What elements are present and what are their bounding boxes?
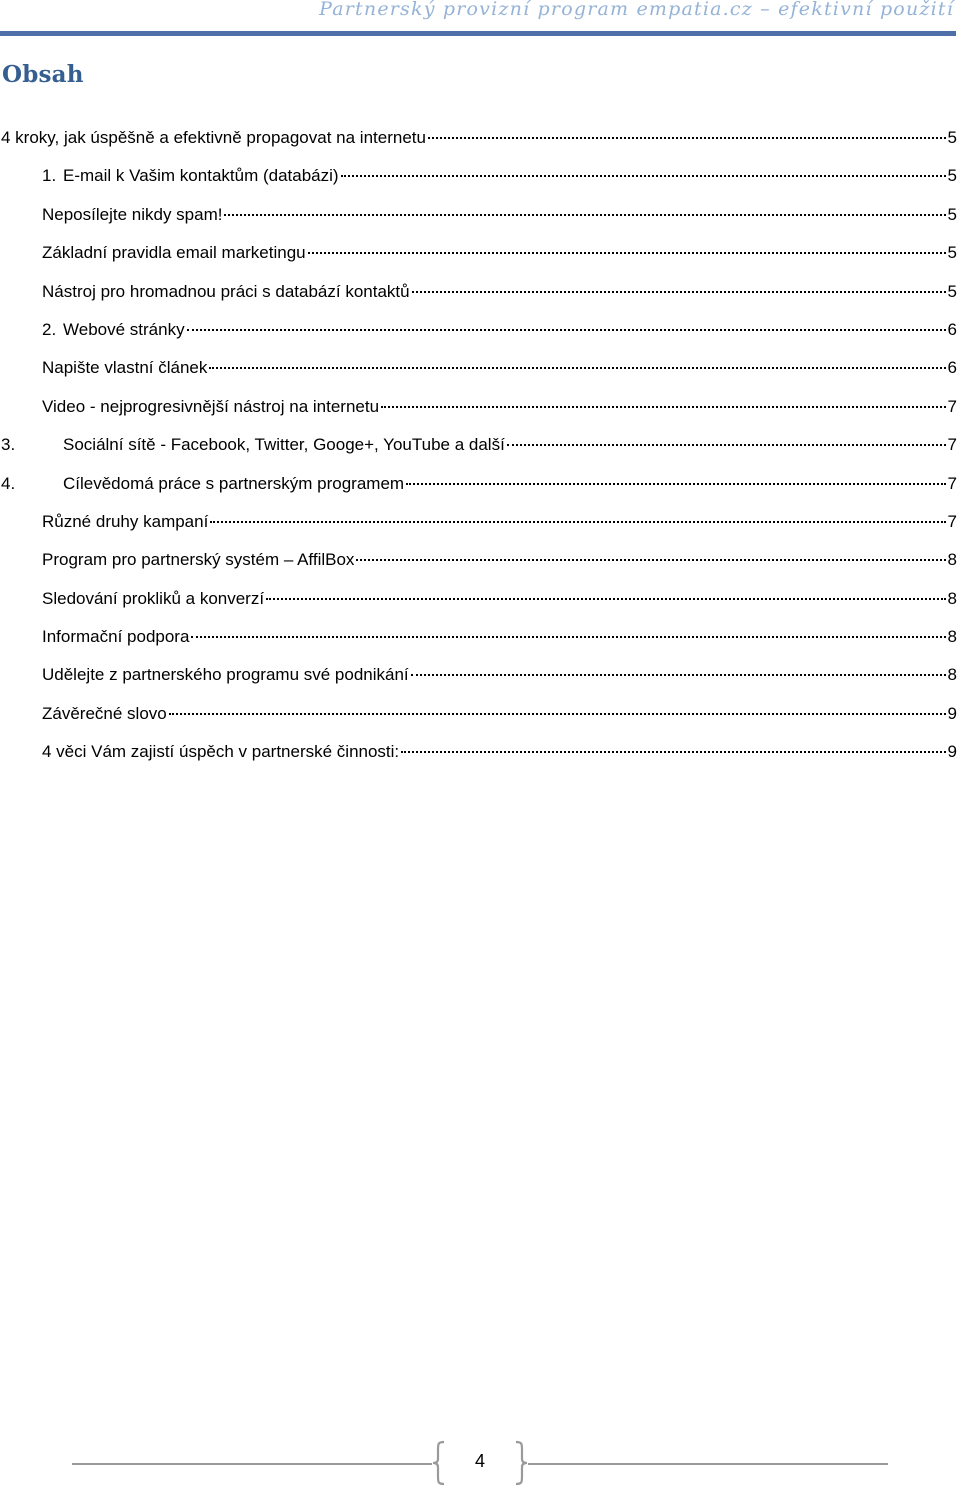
page-footer (0, 1440, 960, 1486)
dot-leader (406, 483, 945, 485)
toc-entry-text: 4 kroky, jak úspěšně a efektivně propagovat na internetu (1, 128, 426, 147)
toc-entry-page: 6 (947, 358, 957, 378)
toc-entry-page: 8 (947, 627, 957, 647)
toc-entry-text: Závěrečné slovo (42, 703, 167, 723)
dot-leader (411, 674, 946, 676)
toc-entry-text: Program pro partnerský systém – AffilBox (42, 550, 355, 570)
dot-leader (308, 252, 946, 254)
dot-leader (187, 329, 946, 331)
toc-entry-text: Napište vlastní článek (42, 358, 208, 378)
footer-rule-left (72, 1463, 432, 1465)
table-of-contents (0, 128, 960, 781)
toc-entry-page: 7 (947, 396, 957, 416)
toc-entry[interactable] (0, 512, 960, 550)
toc-entry-page: 7 (947, 473, 957, 493)
dot-leader (169, 713, 946, 715)
toc-entry[interactable] (0, 665, 960, 703)
toc-entry-page: 5 (947, 166, 957, 186)
toc-entry-page: 5 (947, 128, 957, 147)
header-rule (0, 31, 956, 36)
toc-entry-page: 8 (947, 665, 957, 685)
toc-entry-page: 9 (947, 742, 957, 762)
toc-entry-page: 7 (947, 511, 957, 531)
toc-entry-page: 6 (947, 319, 957, 339)
page-number: 4 (474, 1451, 485, 1471)
toc-entry[interactable] (0, 205, 960, 243)
dot-leader (356, 559, 945, 561)
dot-leader (381, 406, 945, 408)
toc-entry[interactable] (0, 742, 960, 780)
toc-entry[interactable] (0, 589, 960, 627)
toc-entry-number: 1. (42, 166, 57, 186)
toc-entry-text: Cílevědomá práce s partnerským programem (63, 473, 405, 493)
toc-entry[interactable] (0, 358, 960, 396)
toc-entry-text: Sociální sítě - Facebook, Twitter, Googe+, YouTube a další (63, 435, 505, 455)
toc-entry[interactable] (0, 550, 960, 588)
left-brace-icon (432, 1440, 446, 1486)
toc-title: Obsah (2, 61, 84, 88)
toc-entry-text: Video - nejprogresivnější nástroj na internetu (42, 396, 380, 416)
toc-entry-text: E-mail k Vašim kontaktům (databázi) (63, 166, 339, 186)
toc-entry-text: Webové stránky (63, 319, 185, 339)
toc-entry[interactable] (0, 435, 960, 473)
dot-leader (341, 175, 946, 177)
dot-leader (191, 636, 945, 638)
toc-entry-text: Základní pravidla email marketingu (42, 243, 306, 263)
toc-entry-page: 8 (947, 550, 957, 570)
toc-entry-page: 7 (947, 435, 957, 455)
toc-entry-text: Nástroj pro hromadnou práci s databází kontaktů (42, 281, 410, 301)
toc-entry-text: Neposílejte nikdy spam! (42, 204, 223, 224)
toc-entry[interactable] (0, 243, 960, 281)
toc-entry[interactable] (0, 282, 960, 320)
dot-leader (266, 598, 945, 600)
toc-entry-page: 5 (947, 204, 957, 224)
toc-entry-text: Informační podpora (42, 627, 190, 647)
dot-leader (401, 751, 945, 753)
toc-entry-text: Udělejte z partnerského programu své podnikání (42, 665, 409, 685)
toc-entry-text: Různé druhy kampaní (42, 511, 209, 531)
dot-leader (209, 367, 945, 369)
dot-leader (412, 291, 946, 293)
toc-entry[interactable] (0, 627, 960, 665)
dot-leader (428, 137, 946, 139)
toc-entry-page: 8 (947, 588, 957, 608)
toc-entry-page: 5 (947, 281, 957, 301)
toc-entry[interactable] (0, 704, 960, 742)
toc-entry[interactable] (0, 320, 960, 358)
toc-entry[interactable] (0, 474, 960, 512)
toc-entry[interactable] (0, 397, 960, 435)
toc-entry-text: Sledování prokliků a konverzí (42, 588, 265, 608)
running-header-title: Partnerský provizní program empatia.cz – efektivní použití (319, 0, 954, 20)
dot-leader (507, 444, 946, 446)
toc-entry[interactable] (0, 128, 960, 166)
dot-leader (224, 214, 945, 216)
dot-leader (210, 521, 945, 523)
toc-entry-number: 2. (42, 319, 57, 339)
page-header (0, 0, 960, 40)
toc-entry-number: 3. (1, 435, 16, 455)
footer-rule-right (528, 1463, 888, 1465)
right-brace-icon (514, 1440, 528, 1486)
toc-entry-text: 4 věci Vám zajistí úspěch v partnerské činnosti: (42, 742, 400, 762)
toc-entry-page: 5 (947, 243, 957, 263)
toc-entry-page: 9 (947, 703, 957, 723)
toc-entry-number: 4. (1, 473, 16, 493)
toc-entry[interactable] (0, 166, 960, 204)
